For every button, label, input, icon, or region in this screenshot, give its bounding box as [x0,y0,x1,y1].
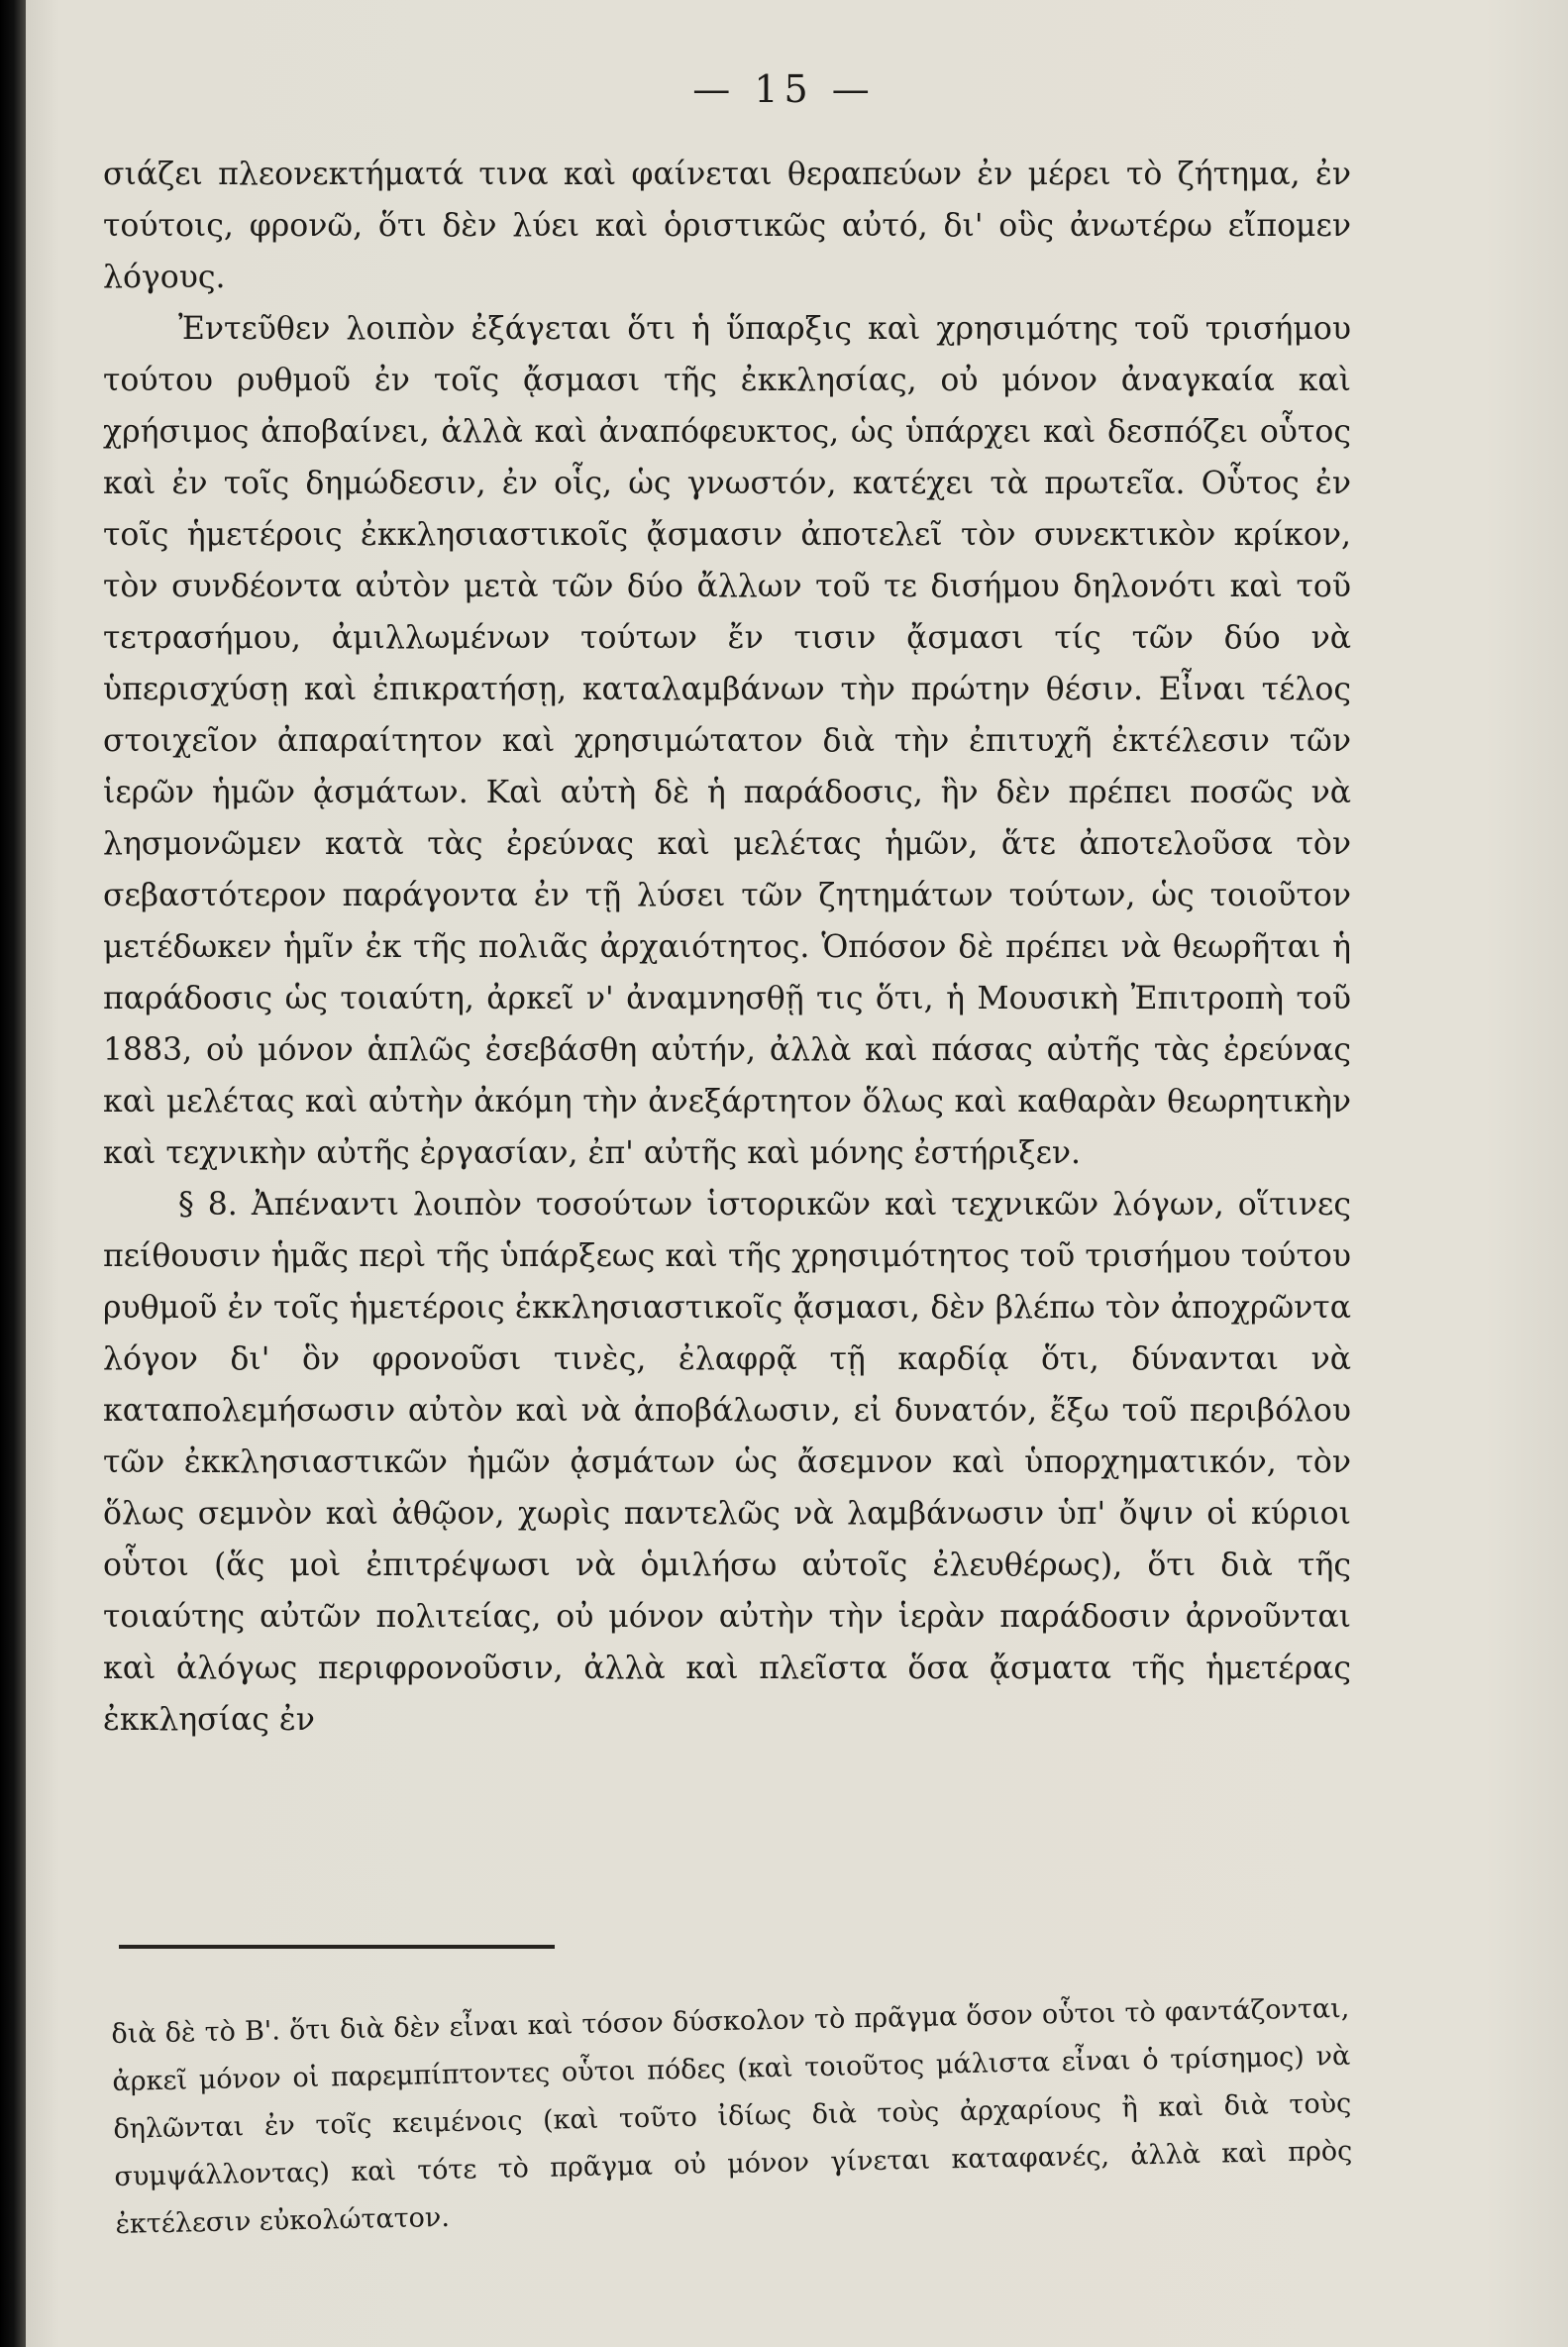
paragraph: Ἐντεῦθεν λοιπὸν ἐξάγεται ὅτι ἡ ὕπαρξις καὶ χρησιμότης τοῦ τρισήμου τούτου ρυθμοῦ ἐν τοῖς ᾄσμασι τῆς ἐκκλησίας, οὐ μόνον ἀναγκαία καὶ χρήσιμος ἀποβαίνει, ἀλλὰ καὶ ἀναπόφευκτος, ὡς ὑπάρχει καὶ δεσπόζει οὗτος καὶ ἐν τοῖς δημώδεσιν, ἐν οἷς, ὡς γνωστόν, κατέχει τὰ πρωτεῖα. Οὗτος ἐν τοῖς ἡμετέροις ἐκκλησιαστικοῖς ᾄσμασιν ἀποτελεῖ τὸν συνεκτικὸν κρίκον, τὸν συνδέοντα αὐτὸν μετὰ τῶν δύο ἄλλων τοῦ τε δισήμου δηλονότι καὶ τοῦ τετρασήμου, ἀμιλλωμένων τούτων ἔν τισιν ᾄσμασι τίς τῶν δύο νὰ ὑπερισχύσῃ καὶ ἐπικρατήσῃ, καταλαμβάνων τὴν πρώτην θέσιν. Εἶναι τέλος στοιχεῖον ἀπαραίτητον καὶ χρησιμώτατον διὰ τὴν ἐπιτυχῆ ἐκτέλεσιν τῶν ἱερῶν ἡμῶν ᾀσμάτων. Καὶ αὐτὴ δὲ ἡ παράδοσις, ἣν δὲν πρέπει ποσῶς νὰ λησμονῶμεν κατὰ τὰς ἐρεύνας καὶ μελέτας ἡμῶν, ἅτε ἀποτελοῦσα τὸν σεβαστότερον παράγοντα ἐν τῇ λύσει τῶν ζητημάτων τούτων, ὡς τοιοῦτον μετέδωκεν ἡμῖν ἐκ τῆς πολιᾶς ἀρχαιότητος. Ὁπόσον δὲ πρέπει νὰ θεωρῆται ἡ παράδοσις ὡς τοιαύτη, ἀρκεῖ ν' ἀναμνησθῇ τις ὅτι, ἡ Μουσικὴ Ἐπιτροπὴ τοῦ 1883, οὐ μόνον ἁπλῶς ἐσεβάσθη αὐτήν, ἀλλὰ καὶ πάσας αὐτῆς τὰς ἐρεύνας καὶ μελέτας καὶ αὐτὴν ἀκόμη τὴν ἀνεξάρτητον ὅλως καὶ καθαρὰν θεωρητικὴν καὶ τεχνικὴν αὐτῆς ἐργασίαν, ἐπ' αὐτῆς καὶ μόνης ἐστήριξεν. [103,311,1351,1171]
book-spine-shadow [0,0,26,2347]
footnote-separator [119,1945,555,1949]
paragraph-continuation: σιάζει πλεονεκτήματά τινα καὶ φαίνεται θεραπεύων ἐν μέρει τὸ ζήτημα, ἐν τούτοις, φρονῶ, ὅτι δὲν λύει καὶ ὁριστικῶς αὐτό, δι' οὓς ἀνωτέρω εἴπομεν λόγους. [103,157,1351,295]
page-number: — 15 — [692,67,876,111]
footnote [111,1985,1354,2249]
section-8-paragraph: § 8. Ἀπέναντι λοιπὸν τοσούτων ἱστορικῶν καὶ τεχνικῶν λόγων, οἵτινες πείθουσιν ἡμᾶς περὶ τῆς ὑπάρξεως καὶ τῆς χρησιμότητος τοῦ τρισήμου τούτου ρυθμοῦ ἐν τοῖς ἡμετέροις ἐκκλησιαστικοῖς ᾄσμασι, δὲν βλέπω τὸν ἀποχρῶντα λόγον δι' ὃν φρονοῦσι τινὲς, ἐλαφρᾷ τῇ καρδίᾳ ὅτι, δύνανται νὰ καταπολεμήσωσιν αὐτὸν καὶ νὰ ἀποβάλωσιν, εἰ δυνατόν, ἔξω τοῦ περιβόλου τῶν ἐκκλησιαστικῶν ἡμῶν ᾀσμάτων ὡς ἄσεμνον καὶ ὑπορχηματικόν, τὸν ὅλως σεμνὸν καὶ ἀθῷον, χωρὶς παντελῶς νὰ λαμβάνωσιν ὑπ' ὄψιν οἱ κύριοι οὗτοι (ἅς μοὶ ἐπιτρέψωσι νὰ ὁμιλήσω αὐτοῖς ἐλευθέρως), ὅτι διὰ τῆς τοιαύτης αὐτῶν πολιτείας, οὐ μόνον αὐτὴν τὴν ἱερὰν παράδοσιν ἀρνοῦνται καὶ ἀλόγως περιφρονοῦσιν, ἀλλὰ καὶ πλεῖστα ὅσα ᾄσματα τῆς ἡμετέρας ἐκκλησίας ἐν [103,1187,1351,1738]
main-text [103,149,1351,1746]
footnote-text: διὰ δὲ τὸ Β'. ὅτι διὰ δὲν εἶναι καὶ τόσον δύσκολον τὸ πρᾶγμα ὅσον οὗτοι τὸ φαντάζονται, ἀρκεῖ μόνον οἱ παρεμπίπτοντες οὗτοι πόδες (καὶ τοιοῦτος μάλιστα εἶναι ὁ τρίσημος) νὰ δηλῶνται ἐν τοῖς κειμένοις (καὶ τοῦτο ἰδίως διὰ τοὺς ἀρχαρίους ἢ καὶ διὰ τοὺς συμψάλλοντας) καὶ τότε τὸ πρᾶγμα οὐ μόνον γίνεται καταφανές, ἀλλὰ καὶ πρὸς ἐκτέλεσιν εὐκολώτατον. [111,1992,1353,2240]
